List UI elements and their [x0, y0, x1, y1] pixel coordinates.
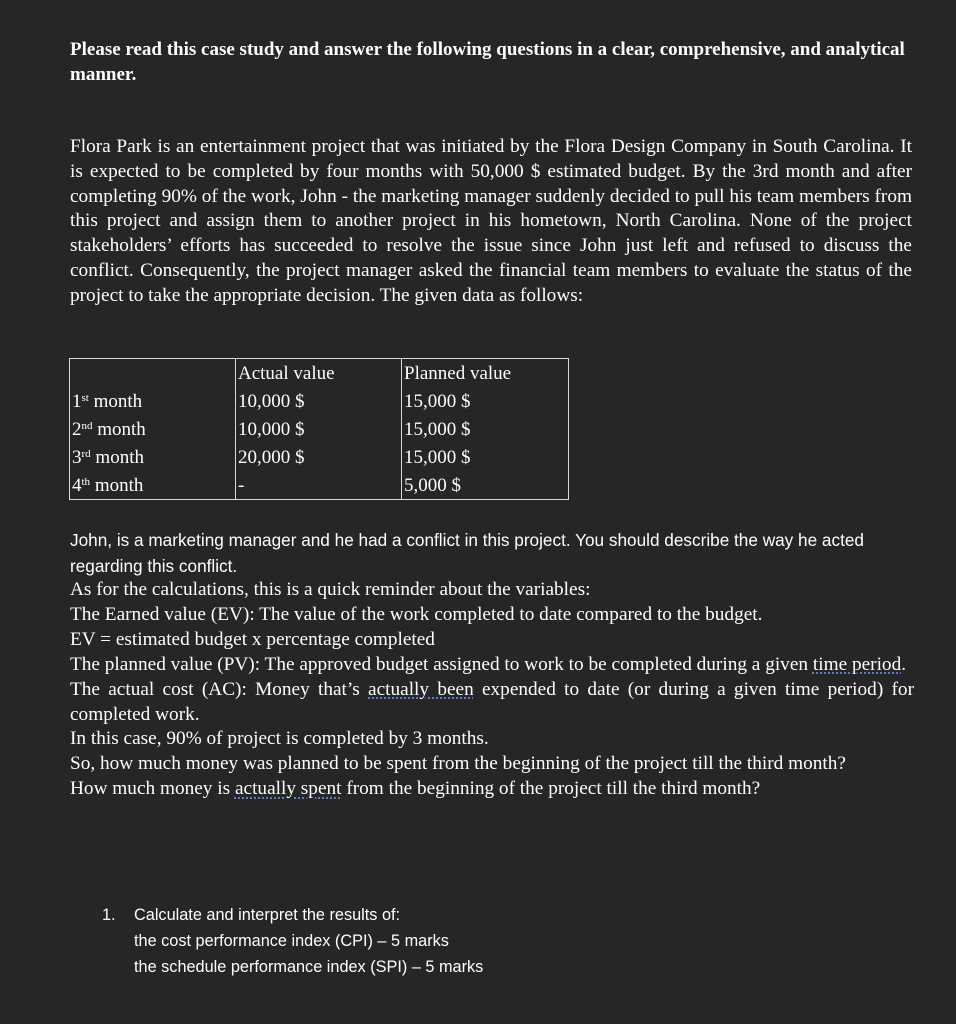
cpi-subquestion: the cost performance index (CPI) – 5 marks	[134, 932, 449, 950]
case-study-paragraph: Flora Park is an entertainment project that was initiated by the Flora Design Company in South Carolina. It is expected to be completed by four months with 50,000 $ estimated budget. By the 3rd month and after completing 90% of the work, John - the marketing manager suddenly decided to pull his team members from this project and assign them to another project in his hometown, North Carolina. None of the project stakeholders’ efforts has succeeded to resolve the issue since John just left and refused to discuss the conflict. Consequently, the project manager asked the financial team members to evaluate the status of the project to take the appropriate decision. The given data as follows:	[70, 136, 912, 306]
question-list	[102, 902, 802, 980]
actual-value-cell: 20,000 $	[236, 443, 402, 471]
table-header-empty	[70, 359, 236, 388]
ev-formula: EV = estimated budget x percentage completed	[70, 628, 435, 650]
month-cell: 3rd month	[70, 443, 236, 471]
planned-value-cell: 15,000 $	[402, 387, 569, 415]
actual-value-cell: -	[236, 471, 402, 500]
project-value-table	[69, 358, 569, 500]
table-row	[70, 415, 569, 443]
case-completion-line: In this case, 90% of project is completed by 3 months.	[70, 728, 489, 750]
month-cell: 1st month	[70, 387, 236, 415]
actual-value-cell: 10,000 $	[236, 415, 402, 443]
table-header-planned: Planned value	[402, 359, 569, 388]
calculation-reminder	[70, 578, 914, 802]
planned-value-cell: 5,000 $	[402, 471, 569, 500]
table-row	[70, 387, 569, 415]
instructions-heading: Please read this case study and answer the following questions in a clear, comprehensive, and analytical manner.	[70, 39, 905, 85]
question-number: 1.	[102, 906, 116, 924]
planned-spend-question: So, how much money was planned to be spent from the beginning of the project till the third month?	[70, 753, 846, 775]
conflict-paragraph: John, is a marketing manager and he had a conflict in this project. You should describe the way he acted regarding this conflict.	[70, 530, 864, 576]
planned-value-cell: 15,000 $	[402, 443, 569, 471]
pv-definition: The planned value (PV): The approved budget assigned to work to be completed during a given time period.	[70, 653, 907, 675]
table-header-row	[70, 359, 569, 388]
table-header-actual: Actual value	[236, 359, 402, 388]
question-item	[102, 902, 802, 928]
question-text: Calculate and interpret the results of:	[134, 906, 401, 924]
table-row	[70, 471, 569, 500]
ev-definition: The Earned value (EV): The value of the work completed to date compared to the budget.	[70, 603, 763, 625]
month-cell: 2nd month	[70, 415, 236, 443]
actual-spend-question: How much money is actually spent from the beginning of the project till the third month?	[70, 778, 761, 800]
month-cell: 4th month	[70, 471, 236, 500]
actual-value-cell: 10,000 $	[236, 387, 402, 415]
table-row	[70, 443, 569, 471]
planned-value-cell: 15,000 $	[402, 415, 569, 443]
ac-definition: The actual cost (AC): Money that’s actually been expended to date (or during a given time period) for completed work.	[70, 678, 914, 725]
spi-subquestion: the schedule performance index (SPI) – 5 marks	[134, 958, 484, 976]
reminder-intro: As for the calculations, this is a quick reminder about the variables:	[70, 579, 591, 600]
